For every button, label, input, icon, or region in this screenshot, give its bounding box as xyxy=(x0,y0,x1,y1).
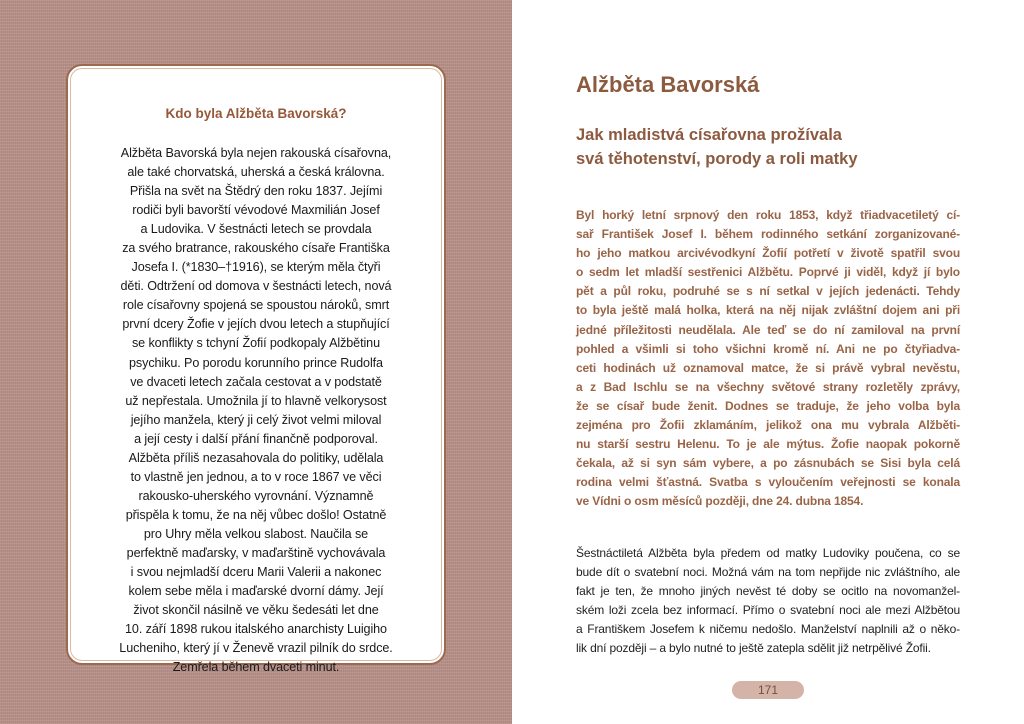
intro-text-line: pohled a všimli si toho všichni kromě ní. Ani ne po čtyřiadva- xyxy=(576,341,960,356)
card-text-line: to vlastně jen jednou, a to v roce 1867 ve věci xyxy=(130,469,382,484)
card-text-line: psychiku. Po porodu korunního prince Rudolfa xyxy=(129,355,383,370)
card-text-line: první dcery Žofie v jejích dvou letech a stupňující xyxy=(122,317,390,332)
chapter-subtitle xyxy=(576,123,858,171)
card-text-line: přispěla k tomu, že na něj vůbec došlo! Ostatně xyxy=(125,507,387,522)
card-text-line: Alžběta Bavorská byla nejen rakouská císařovna, xyxy=(120,146,392,160)
card-text-line: a její cesty i další přání finančně podporoval. xyxy=(134,431,378,446)
card-text-line: život skončil násilně ve věku šedesáti let dne xyxy=(133,603,379,618)
intro-text-line: nu starší sestru Helenu. To je ale mýtus. Žofie naopak pokorně xyxy=(576,437,960,452)
intro-text-line: o sedm let mladší sestřenici Alžbětu. Poprvé ji viděl, když jí bylo xyxy=(576,265,960,280)
page-number-badge: 171 xyxy=(732,681,804,699)
card-text-line: jejího manžela, který ji celý život velmi miloval xyxy=(130,412,382,427)
intro-text-line: ceti hodinách už oznamoval matce, že si právě vybral nevěstu, xyxy=(576,360,960,375)
card-text-line: rodiči byli bavorští vévodové Maxmilián Josef xyxy=(132,203,380,218)
card-text-line: i svou nejmladší dceru Marii Valerii a nakonec xyxy=(130,565,382,580)
card-text-line: Lucheniho, který jí v Ženevě vrazil pilník do srdce. xyxy=(119,641,393,656)
card-text-line: Přišla na svět na Štědrý den roku 1837. Jejími xyxy=(129,184,383,199)
card-text-line: už nepřestala. Umožnila jí to hlavně velkorysost xyxy=(125,393,387,408)
intro-text-line: zejména pro Žofii zklamáním, jelikož ona mu vybrala Alžběti- xyxy=(576,418,960,433)
intro-text-line: to byla ještě malá holka, která na něj nijak zvláštní dojem ani při xyxy=(576,303,960,318)
body-text-line: ském loži zcela bez informací. Přímo o svatební noci ale mezi Alžbětou xyxy=(576,603,960,618)
intro-paragraph xyxy=(576,206,960,512)
card-text-line: rakousko-uherského vyrovnání. Významně xyxy=(138,488,374,503)
intro-text-line: rodina velmi šťastná. Svatba s vyloučením veřejnosti se konala xyxy=(576,475,960,490)
card-text-line: kolem sebe měla i maďarské dvorní dámy. Její xyxy=(128,584,384,599)
card-text-line: se konflikty s tchyní Žofií podkopaly Alžbětinu xyxy=(131,336,380,351)
intro-text-line: ho jeho matkou arcivévodkyní Žofií potřetí v životě spatřil svou xyxy=(576,246,960,261)
body-text-line: Šestnáctiletá Alžběta byla předem od matky Ludoviky poučena, co se xyxy=(576,546,960,560)
body-text-line: a Františkem Josefem k ničemu nedošlo. Manželství naplnili až o něko- xyxy=(576,622,960,637)
card-text-line: za svého bratrance, rakouského císaře Františka xyxy=(122,241,390,256)
card-text-line: Zemřela během dvaceti minut. xyxy=(172,660,340,675)
card-text-line: ale také chorvatská, uherská a česká královna. xyxy=(127,165,385,180)
info-card xyxy=(66,64,446,675)
card-text-line: a Ludovika. V šestnácti letech se provdala xyxy=(140,222,372,237)
card-text-line: děti. Odtržení od domova v šestnácti letech, nová xyxy=(120,279,392,294)
card-text-line: 10. září 1898 rukou italského anarchisty Luigiho xyxy=(125,622,387,637)
body-text-line: fakt je ten, že mnoho jiných nevěst té doby se ocitlo na novomanžel- xyxy=(576,584,960,599)
subtitle-line: svá těhotenství, porody a roli matky xyxy=(576,150,858,168)
intro-text-line: ve Vídni o osm měsíců později, dne 24. dubna 1854. xyxy=(576,494,864,509)
intro-text-line: že se císař bude ženit. Dodnes se traduje, že jeho volba byla xyxy=(576,398,960,413)
intro-text-line: Byl horký letní srpnový den roku 1853, když třiadvacetiletý cí- xyxy=(576,208,960,222)
card-title: Kdo byla Alžběta Bavorská? xyxy=(165,106,347,121)
card-text-line: pro Uhry měla velkou slabost. Naučila se xyxy=(143,526,369,541)
chapter-title: Alžběta Bavorská xyxy=(576,72,760,97)
card-text-line: Josefa I. (*1830–†1916), se kterým měla čtyři xyxy=(131,260,381,275)
subtitle-line: Jak mladistvá císařovna prožívala xyxy=(576,126,842,144)
body-text-line: lik dní později – a bylo nutné to ještě zatepla sdělit již netrpělivé Žofii. xyxy=(576,641,931,656)
body-text-line: bude dít o svatební noci. Možná vám na tom nepřijde nic zvláštního, ale xyxy=(576,565,960,580)
intro-text-line: pět a půl roku, podruhé se s ní setkal v jejích jedenácti. Tehdy xyxy=(576,284,960,299)
card-text-line: role císařovny spojená se spoustou nároků, smrt xyxy=(122,298,390,313)
card-text-line: perfektně maďarsky, v maďarštině vychovávala xyxy=(126,545,386,560)
intro-text-line: sař František Josef I. během rodinného setkání zorganizované- xyxy=(576,227,960,242)
intro-text-line: a z Bad Ischlu se na všechny světové strany rozletěly zprávy, xyxy=(576,379,960,394)
card-text-line: ve dvaceti letech začala cestovat a v podstatě xyxy=(130,374,382,389)
body-paragraph xyxy=(576,544,960,659)
intro-text-line: čekala, až si syn sám vybere, a po zásnubách se Sisi byla celá xyxy=(576,456,960,471)
card-text-line: Alžběta příliš nezasahovala do politiky, udělala xyxy=(128,450,384,465)
intro-text-line: jedné příležitosti neudělala. Ale teď se do ní zamiloval na první xyxy=(576,322,960,337)
card-body xyxy=(90,144,422,677)
